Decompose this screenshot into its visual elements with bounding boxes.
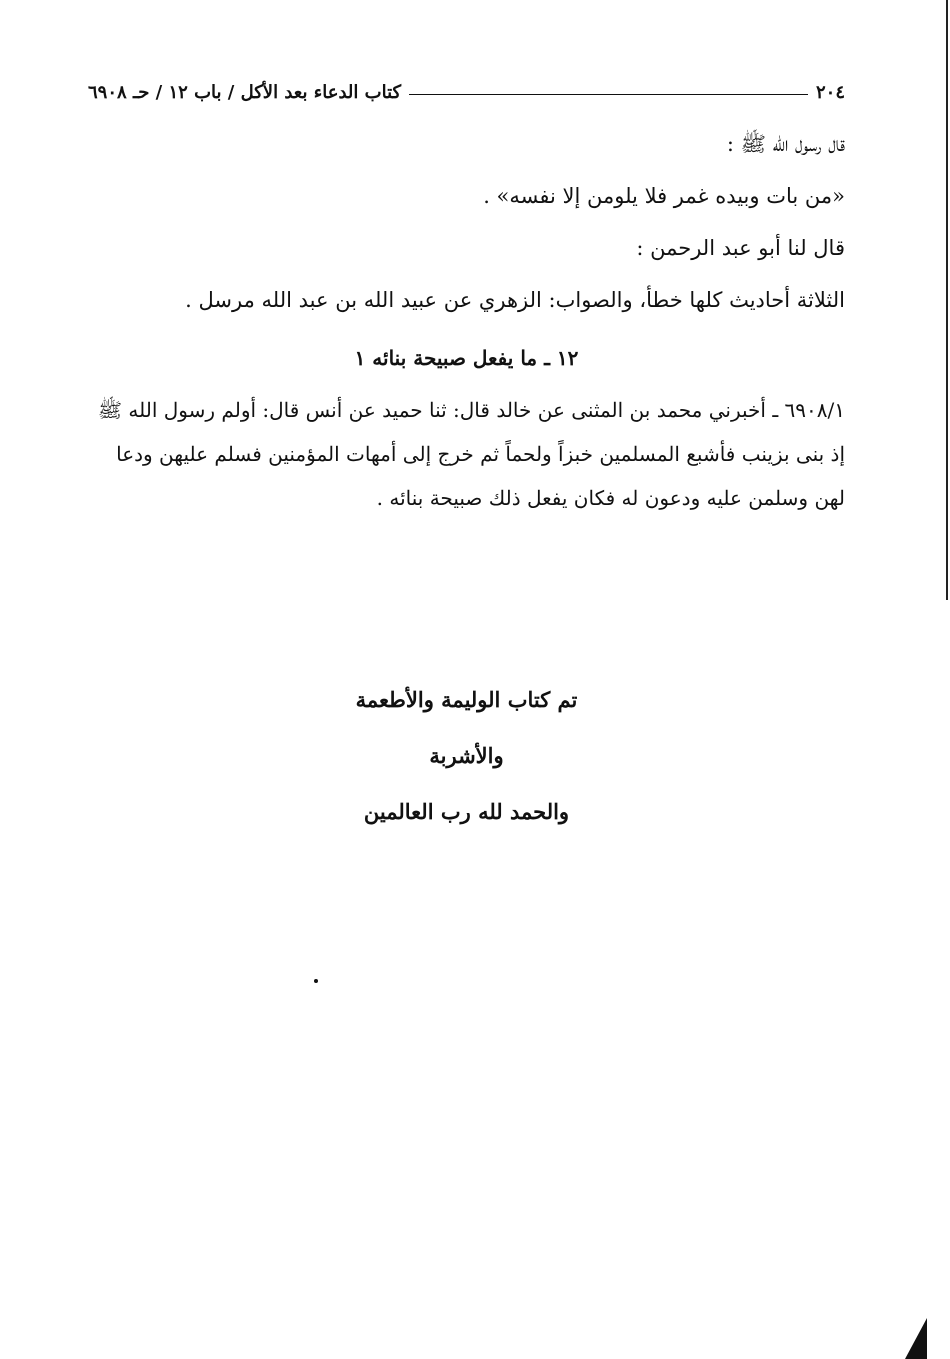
ink-dot bbox=[314, 979, 318, 983]
page-header bbox=[88, 78, 845, 106]
hadith-paragraph: ٦٩٠٨/١ ـ أخبرني محمد بن المثنى عن خالد قال: ثنا حميد عن أنس قال: أولم رسول الله ﷺ إذ بنى بزينب فأشبع المسلمين خبزاً ولحماً ثم خرج إلى أمهات المؤمنين فسلم عليهن ودعا لهن وسلمن عليه ودعون له فكان يفعل ذلك صبيحة بنائه . bbox=[97, 398, 845, 510]
colophon-line: والحمد لله رب العالمين bbox=[363, 799, 570, 824]
text-line: قال رسول الله ﷺ : bbox=[726, 132, 845, 156]
running-title: كتاب الدعاء بعد الأكل / باب ١٢ / حـ ٦٩٠٨ bbox=[88, 81, 402, 103]
quote-line: «من بات وبيده غمر فلا يلومن إلا نفسه» . bbox=[483, 184, 845, 208]
page-number: ٢٠٤ bbox=[815, 81, 845, 103]
page-body bbox=[88, 118, 845, 520]
colophon-line: تم كتاب الوليمة والأطعمة bbox=[355, 687, 578, 712]
header-rule bbox=[409, 94, 808, 95]
scan-edge-line bbox=[946, 0, 948, 600]
corner-mark bbox=[905, 1318, 927, 1359]
section-title: ١٢ ـ ما يفعل صبيحة بنائه ١ bbox=[354, 346, 579, 370]
text-line: قال لنا أبو عبد الرحمن : bbox=[636, 236, 845, 260]
text-paragraph: الثلاثة أحاديث كلها خطأ، والصواب: الزهري عن عبيد الله بن عبد الله مرسل . bbox=[185, 288, 845, 312]
colophon bbox=[88, 672, 845, 840]
colophon-line: والأشربة bbox=[429, 743, 504, 768]
